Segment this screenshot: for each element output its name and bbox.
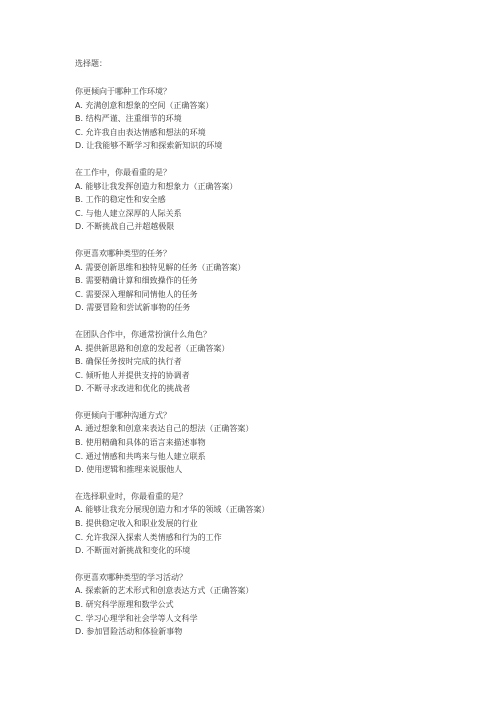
option-c: C. 允许我深入探索人类情感和行为的工作 — [75, 532, 222, 542]
option-a: A. 需要创新思维和独特见解的任务（正确答案） — [75, 262, 246, 272]
document-page — [75, 58, 475, 652]
question-block — [75, 409, 475, 477]
option-b: B. 研究科学原理和数学公式 — [75, 600, 174, 609]
option-a: A. 通过想象和创意来表达自己的想法（正确答案） — [75, 424, 254, 434]
question-block — [75, 85, 475, 153]
option-c: C. 允许我自由表达情感和想法的环境 — [75, 127, 206, 137]
question-block — [75, 328, 475, 396]
question-text: 在工作中，你最看重的是？ — [75, 167, 171, 177]
question-block — [75, 571, 475, 639]
option-c: C. 倾听他人并提供支持的协调者 — [75, 370, 190, 380]
question-text: 在选择职业时，你最看重的是？ — [75, 491, 187, 501]
option-d: D. 不断面对新挑战和变化的环境 — [75, 546, 191, 556]
option-c: C. 通过情感和共鸣来与他人建立联系 — [75, 451, 206, 461]
option-c: C. 与他人建立深厚的人际关系 — [75, 208, 182, 218]
option-d: D. 使用逻辑和推理来说服他人 — [75, 465, 183, 475]
option-d: D. 需要冒险和尝试新事物的任务 — [75, 303, 191, 313]
option-a: A. 探索新的艺术形式和创意表达方式（正确答案） — [75, 586, 254, 596]
option-a: A. 充满创意和想象的空间（正确答案） — [75, 100, 214, 110]
option-b: B. 提供稳定收入和职业发展的行业 — [75, 519, 198, 529]
question-text: 在团队合作中，你通常扮演什么角色？ — [75, 329, 211, 339]
question-block — [75, 490, 475, 558]
option-c: C. 需要深入理解和同情他人的任务 — [75, 289, 198, 299]
option-b: B. 结构严谨、注重细节的环境 — [75, 114, 182, 124]
option-a: A. 能够让我发挥创造力和想象力（正确答案） — [75, 181, 238, 191]
option-d: D. 不断挑战自己并超越极限 — [75, 222, 175, 232]
option-b: B. 确保任务按时完成的执行者 — [75, 357, 182, 367]
question-text: 你更倾向于哪种沟通方式？ — [75, 410, 171, 420]
question-block — [75, 247, 475, 315]
question-text: 你更喜欢哪种类型的任务？ — [75, 248, 171, 258]
option-a: A. 提供新思路和创意的发起者（正确答案） — [75, 343, 230, 353]
option-d: D. 参加冒险活动和体验新事物 — [75, 627, 183, 637]
option-b: B. 使用精确和具体的语言来描述事物 — [75, 438, 206, 448]
question-block — [75, 166, 475, 234]
option-b: B. 工作的稳定性和安全感 — [75, 195, 166, 205]
option-d: D. 不断寻求改进和优化的挑战者 — [75, 384, 191, 394]
section-heading: 选择题： — [75, 59, 107, 68]
option-c: C. 学习心理学和社会学等人文科学 — [75, 613, 198, 623]
option-a: A. 能够让我充分展现创造力和才华的领域（正确答案） — [75, 505, 270, 515]
question-text: 你更倾向于哪种工作环境？ — [75, 87, 171, 96]
question-text: 你更喜欢哪种类型的学习活动？ — [75, 572, 187, 582]
option-b: B. 需要精确计算和细致操作的任务 — [75, 276, 198, 286]
option-d: D. 让我能够不断学习和探索新知识的环境 — [75, 141, 223, 151]
